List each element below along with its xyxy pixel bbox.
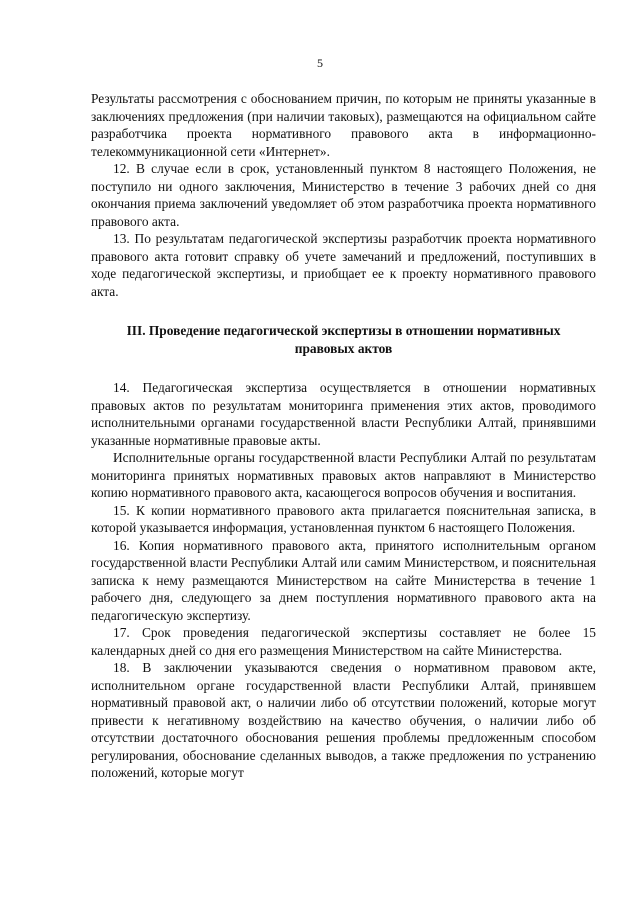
section-heading-iii: III. Проведение педагогической экспертизы в отношении нормативных правовых актов — [126, 323, 561, 356]
paragraph-13: 13. По результатам педагогической экспертизы разработчик проекта нормативного правового акта готовит справку об учете замечаний и предложений, поступивших в ходе педагогической экспертизы, и приобщает ее к проекту нормативного правового акта. — [91, 231, 596, 299]
paragraph-14: 14. Педагогическая экспертиза осуществляется в отношении нормативных правовых актов по результатам мониторинга применения этих актов, проводимого исполнительными органами государственной власти Республики Алтай, принявшими указанные нормативные правовые акты. — [91, 380, 596, 448]
paragraph-results-publication: Результаты рассмотрения с обоснованием причин, по которым не приняты указанные в заключениях предложения (при наличии таковых), размещаются на официальном сайте разработчика проекта нормативного правового акта в информационно-телекоммуникационной сети «Интернет». — [91, 91, 596, 159]
paragraph-17: 17. Срок проведения педагогической экспертизы составляет не более 15 календарных дней со дня его размещения Министерством на сайте Министерства. — [91, 625, 596, 658]
paragraph-12: 12. В случае если в срок, установленный пунктом 8 настоящего Положения, не поступило ни одного заключения, Министерство в течение 3 рабочих дней со дня окончания приема заключений уведомляет об этом разработчика проекта нормативного правового акта. — [91, 161, 596, 229]
paragraph-16: 16. Копия нормативного правового акта, принятого исполнительным органом государственной власти Республики Алтай или самим Министерством, и пояснительная записка к нему размещаются Министерством на сайте Министерства в течение 1 рабочего дня, следующего за днем поступления нормативного правового акта на педагогическую экспертизу. — [91, 537, 596, 623]
page-number: 5 — [317, 56, 323, 70]
document-body — [91, 90, 596, 782]
paragraph-15: 15. К копии нормативного правового акта прилагается пояснительная записка, в которой указывается информация, установленная пунктом 6 настоящего Положения. — [91, 502, 596, 535]
paragraph-18: 18. В заключении указываются сведения о нормативном правовом акте, исполнительном органе государственной власти Республики Алтай, принявшем нормативный правовой акт, о наличии либо об отсутствии положений, которые могут привести к негативному воздействию на качество обучения, о наличии либо об отсутствии достаточного обоснования решения проблемы предложенным способом регулирования, обоснование сделанных выводов, а также предложения по устранению положений, которые могут — [91, 660, 596, 780]
paragraph-14-continued: Исполнительные органы государственной власти Республики Алтай по результатам мониторинга принятых нормативных правовых актов направляют в Министерство копию нормативного правового акта, касающегося вопросов обучения и воспитания. — [91, 450, 596, 500]
